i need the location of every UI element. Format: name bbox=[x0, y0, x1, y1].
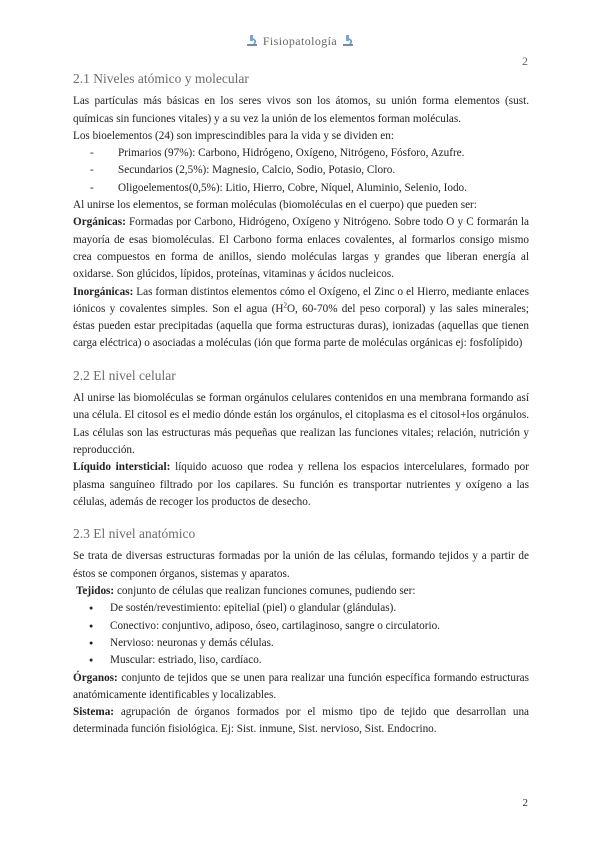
paragraph: Las partículas más básicas en los seres vivos son los átomos, su unión forma elementos (sust. químicas sin funciones vitales) y a su vez la unión de los elementos forman moléculas. bbox=[73, 95, 529, 125]
header-title: Fisiopatología bbox=[262, 34, 338, 48]
term-label: Inorgánicas: bbox=[73, 285, 134, 298]
list-item: ● De sostén/revestimiento: epitelial (piel) o glandular (glándulas). bbox=[73, 600, 529, 617]
paragraph: Al unirse las biomoléculas se forman orgánulos celulares contenidos en una membrana formando así una célula. El citosol es el medio dónde están los orgánulos, el citoplasma es el citosol+los orgánulos. Las células son las estructuras más pequeñas que realizan las funciones vitales; relación, nutrición y reproducción. bbox=[73, 392, 529, 456]
paragraph-liquido bbox=[73, 459, 529, 511]
paragraph: Se trata de diversas estructuras formadas por la unión de las células, formando tejidos y a partir de éstos se componen órganos, sistemas y aparatos. bbox=[73, 550, 529, 580]
footer-page-number: 2 bbox=[522, 797, 528, 809]
list-item: ● Conectivo: conjuntivo, adiposo, óseo, cartilaginoso, sangre o circulatorio. bbox=[73, 618, 529, 635]
microscope-icon bbox=[341, 34, 355, 46]
term-text: O, 60-70% del peso corporal) y las sales minerales; éstas pueden estar precipitadas (aquella que forma estructuras duras), ionizadas (aquellas que tienen carga eléctrica) o asociadas a moléculas (ión que forma parte de moléculas orgánicas ej: fosfolípido) bbox=[73, 302, 529, 350]
section-heading-anatomic: 2.3 El nivel anatómico bbox=[73, 526, 196, 542]
term-text: Formadas por Carbono, Hidrógeno, Oxígeno y Nitrógeno. Sobre todo O y C formarán la mayoría de esas biomoléculas. El Carbono forma enlaces covalentes, al formarlos consigo mismo crea compuestos en forma de anillos, siendo moléculas largas y grandes que liberan energía al oxidarse. Son glúcidos, lípidos, proteínas, vitaminas y ácidos nucleicos. bbox=[73, 216, 529, 281]
list-item: ● Nervioso: neuronas y demás células. bbox=[73, 635, 529, 652]
paragraph-sistema bbox=[73, 704, 529, 739]
tissues-list bbox=[73, 600, 529, 669]
term-label: Líquido intersticial: bbox=[73, 461, 171, 474]
list-item: ● Muscular: estriado, liso, cardíaco. bbox=[73, 652, 529, 669]
paragraph: Los bioelementos (24) son imprescindibles para la vida y se dividen en: bbox=[73, 129, 394, 142]
list-item: - Primarios (97%): Carbono, Hidrógeno, Oxígeno, Nitrógeno, Fósforo, Azufre. bbox=[73, 145, 529, 162]
section-heading-atomic: 2.1 Niveles atómico y molecular bbox=[73, 71, 249, 86]
term-text: agrupación de órganos formados por el mismo tipo de tejido que desarrollan una determinada función fisiológica. Ej: Sist. inmune, Sist. nervioso, Sist. Endocrino. bbox=[73, 706, 529, 736]
list-item: - Secundarios (2,5%): Magnesio, Calcio, Sodio, Potasio, Cloro. bbox=[73, 162, 529, 179]
page-header bbox=[0, 34, 600, 49]
paragraph-tejidos bbox=[73, 583, 529, 600]
page-body bbox=[73, 70, 529, 739]
microscope-icon bbox=[245, 34, 259, 46]
term-text: Las forman distintos elementos cómo el Oxígeno, el Zinc o el Hierro, mediante enlaces iónicos y covalentes simples. Son el agua (H bbox=[73, 285, 529, 315]
header-page-number: 2 bbox=[522, 54, 528, 68]
term-text: conjunto de tejidos que se unen para realizar una función específica formando estructuras anatómicamente identificables y localizables. bbox=[73, 671, 529, 701]
paragraph-organicas bbox=[73, 214, 529, 283]
term-label: Sistema: bbox=[73, 706, 115, 719]
term-label: Orgánicas: bbox=[73, 216, 126, 229]
bioelements-list bbox=[73, 145, 529, 197]
paragraph-inorganicas bbox=[73, 284, 529, 353]
term-label: Órganos: bbox=[73, 671, 118, 684]
section-heading-cellular: 2.2 El nivel celular bbox=[73, 367, 176, 383]
term-text: conjunto de células que realizan funciones comunes, pudiendo ser: bbox=[114, 585, 416, 598]
list-item: - Oligoelementos(0,5%): Litio, Hierro, Cobre, Níquel, Aluminio, Selenio, Iodo. bbox=[73, 180, 529, 197]
term-label: Tejidos: bbox=[76, 585, 115, 598]
subscript: 2 bbox=[283, 301, 287, 310]
term-text: líquido acuoso que rodea y rellena los espacios intercelulares, formado por plasma sanguíneo filtrado por los capilares. Su función es transportar nutrientes y oxígeno a las células, además de recoger los productos de desecho. bbox=[73, 461, 530, 508]
paragraph: Al unirse los elementos, se forman moléculas (biomoléculas en el cuerpo) que pueden ser: bbox=[73, 199, 477, 212]
paragraph-organos bbox=[73, 670, 529, 705]
